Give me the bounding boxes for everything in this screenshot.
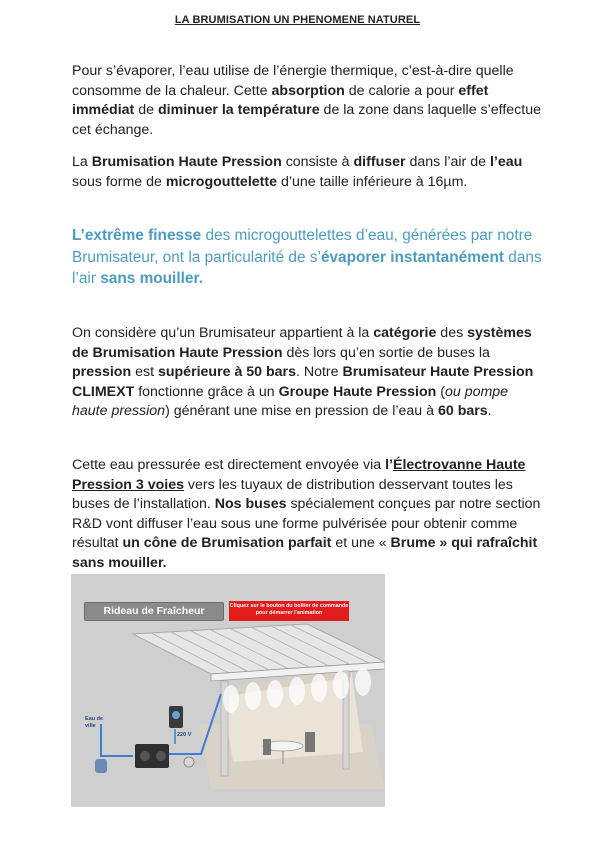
water-supply-label: Eau de ville <box>85 716 104 729</box>
highlight-paragraph: L’extrême finesse des microgouttelettes d’eau, générées par notre Brumisateur, ont la particularité de s’évaporer instantanément dans l’air sans mouiller. <box>72 227 542 287</box>
paragraph-brumisation: La Brumisation Haute Pression consiste à diffuser dans l’air de l’eau sous forme de microgouttelette d’une taille inférieure à 16µm. <box>72 154 523 190</box>
electrovanne-link[interactable]: Électrovanne Haute Pression 3 voies <box>72 457 526 493</box>
paragraph-haute-pression: On considère qu’un Brumisateur appartient à la catégorie des systèmes de Brumisation Haute Pression dès lors qu’en sortie de buses la pression est supérieure à 50 bars. Notre Brumisateur Haute Pression CLIMEXT fonctionne grâce à un Groupe Haute Pression (ou pompe haute pression) générant une mise en pression de l’eau à 60 bars. <box>72 325 534 419</box>
brumisation-illustration <box>71 574 385 807</box>
voltage-label: 220 V <box>177 732 192 738</box>
paragraph-electrovanne: Cette eau pressurée est directement envoyée via l’Électrovanne Haute Pression 3 voies vers les tuyaux de distribution desservant toutes les buses de l’installation. Nos buses spécialement conçues par notre section R&D vont diffuser l’eau sous une forme pulvérisée pour obtenir comme résultat un cône de Brumisation parfait et une « Brume » qui rafraîchit sans mouiller. <box>72 457 541 571</box>
start-animation-button[interactable]: Cliquez sur le bouton du boîtier de commande pour démarrer l'animation <box>229 601 349 621</box>
figure-title: Rideau de Fraîcheur <box>84 602 224 621</box>
page-title: LA BRUMISATION UN PHENOMENE NATUREL <box>174 14 421 26</box>
paragraph-evaporation: Pour s’évaporer, l’eau utilise de l’énergie thermique, c’est-à-dire quelle consomme de la chaleur. Cette absorption de calorie a pour effet immédiat de diminuer la température de la zone dans laquelle s’effectue cet échange. <box>72 63 541 138</box>
